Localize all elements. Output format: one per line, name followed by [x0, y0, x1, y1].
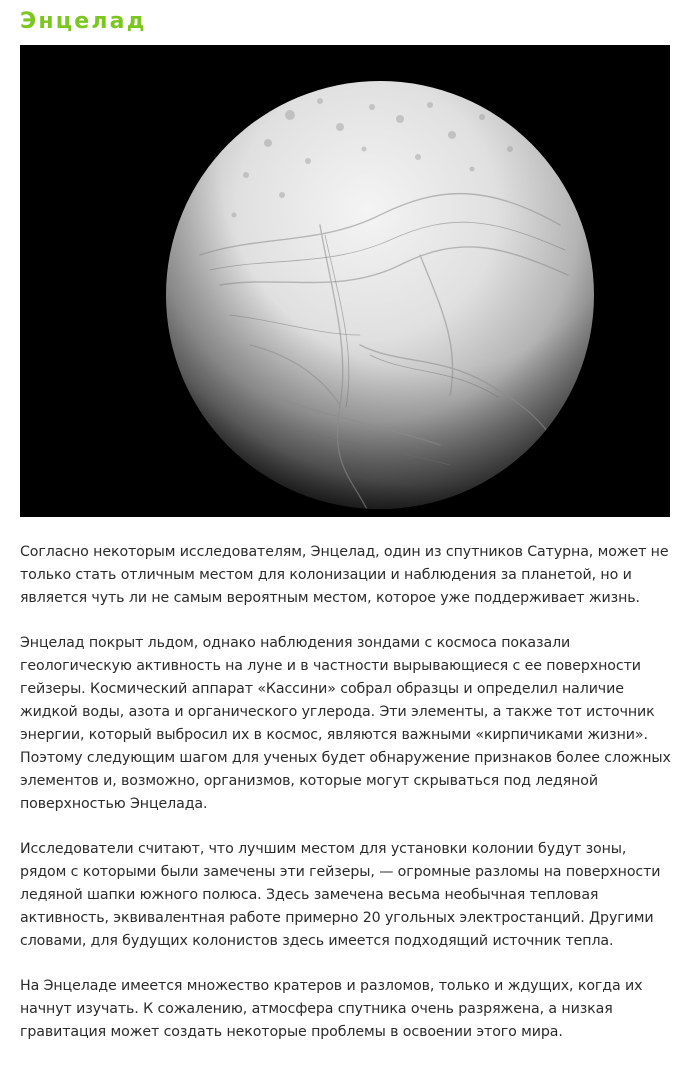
article-title: Энцелад [20, 9, 147, 34]
paragraph-3: Исследователи считают, что лучшим местом для установки колонии будут зоны, рядом с которыми были замечены эти гейзеры, — огромные разломы на поверхности ледяной шапки южного полюса. Здесь замечена весьма необычная тепловая активность, эквивалентная работе примерно 20 угольных электростанций. Другими словами, для будущих колонистов здесь имеется подходящий источник тепла. [20, 841, 661, 949]
paragraph-2: Энцелад покрыт льдом, однако наблюдения зондами с космоса показали геологическую активность на луне и в частности вырывающиеся с ее поверхности гейзеры. Космический аппарат «Кассини» собрал образцы и определил наличие жидкой воды, азота и органического углерода. Эти элементы, а также тот источник энергии, который выбросил их в космос, являются важными «кирпичиками жизни». Поэтому следующим шагом для ученых будет обнаружение признаков более сложных элементов и, возможно, организмов, которые могут скрываться под ледяной поверхностью Энцелада. [20, 635, 671, 812]
article-body [20, 541, 672, 1066]
paragraph-4: На Энцеладе имеется множество кратеров и разломов, только и ждущих, когда их начнут изучать. К сожалению, атмосфера спутника очень разряжена, а низкая гравитация может создать некоторые проблемы в освоении этого мира. [20, 978, 643, 1040]
paragraph-1: Согласно некоторым исследователям, Энцелад, один из спутников Сатурна, может не только стать отличным местом для колонизации и наблюдения за планетой, но и является чуть ли не самым вероятным местом, которое уже поддерживает жизнь. [20, 544, 669, 606]
enceladus-photo [20, 45, 670, 517]
article [20, 0, 672, 1040]
enceladus-moon-image [20, 45, 670, 517]
